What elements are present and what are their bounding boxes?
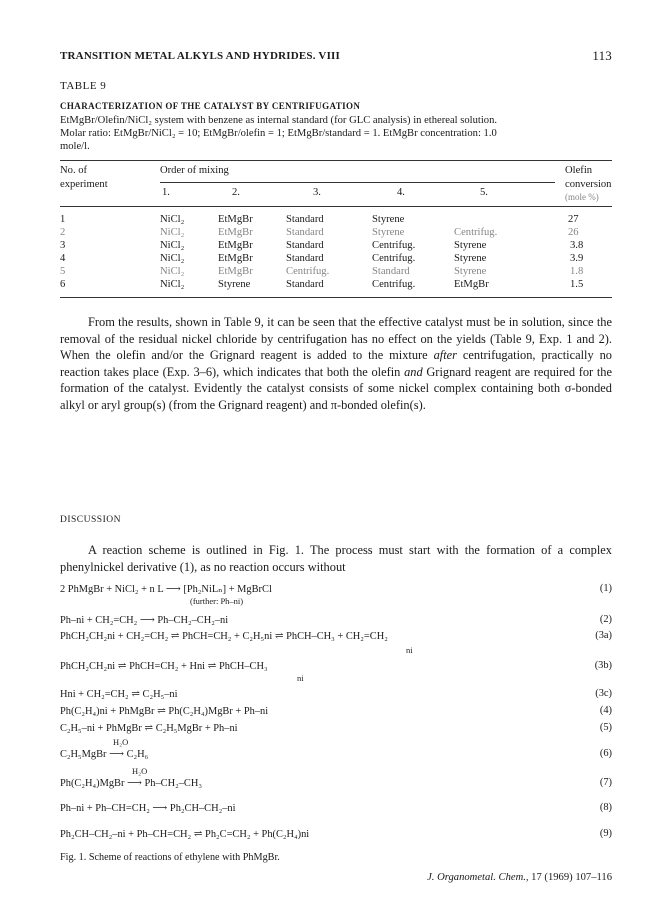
equation	[60, 705, 612, 719]
col-header-no: No. of	[60, 165, 88, 176]
equation	[60, 777, 612, 791]
paragraph-text: A reaction scheme is outlined in Fig. 1. The process must start with the formation of a complex phenylnickel derivative (1), as no reaction occurs without	[60, 543, 612, 574]
equation-text: C₂H₅MgBr ⟶ C₂H₆	[60, 749, 149, 760]
col-header-unit: (mole %)	[565, 192, 599, 202]
cell-step2: Styrene	[218, 279, 251, 290]
running-title: TRANSITION METAL ALKYLS AND HYDRIDES. VIII	[60, 50, 341, 62]
cell-conversion: 3.9	[570, 253, 584, 264]
cell-step5: Styrene	[454, 266, 487, 277]
cell-conversion: 26	[568, 227, 579, 238]
table-caption: CHARACTERIZATION OF THE CATALYST BY CENTRIFUGATION	[60, 101, 361, 111]
equation-number: (8)	[599, 802, 612, 813]
equation-number: (3b)	[594, 660, 612, 671]
cell-step3: Standard	[286, 240, 324, 251]
col-header-conversion: conversion	[565, 179, 612, 190]
table-row	[60, 266, 620, 278]
cell-step1: NiCl₂	[160, 279, 185, 290]
equation	[60, 828, 612, 842]
cell-no: 1	[60, 214, 66, 225]
page-number: 113	[592, 48, 612, 63]
cell-step4: Styrene	[372, 227, 405, 238]
equation-text: 2 PhMgBr + NiCl₂ + n L ⟶ [Ph₂NiLₙ] + MgBrCl	[60, 584, 272, 595]
table-description-line: Molar ratio: EtMgBr/NiCl₂ = 10; EtMgBr/olefin = 1; EtMgBr/standard = 1. EtMgBr concentration: 1.0	[60, 127, 497, 139]
cell-step5: Styrene	[454, 253, 487, 264]
emphasis-after: after	[433, 348, 457, 362]
equation	[60, 722, 612, 736]
table-order-rule	[160, 182, 555, 183]
equation-text: Ph–ni + Ph–CH=CH₂ ⟶ Ph₂CH–CH₂–ni	[60, 803, 236, 814]
cell-no: 3	[60, 240, 66, 251]
section-heading-discussion: DISCUSSION	[60, 515, 121, 525]
cell-conversion: 1.8	[570, 266, 584, 277]
discussion-paragraph	[60, 542, 612, 575]
cell-step3: Centrifug.	[286, 266, 330, 277]
order-col-5: 5.	[480, 187, 488, 198]
cell-step1: NiCl₂	[160, 214, 185, 225]
equation-note: H₂O	[132, 766, 148, 776]
cell-no: 2	[60, 227, 66, 238]
cell-step4: Centrifug.	[372, 253, 416, 264]
table-top-rule	[60, 160, 612, 161]
cell-conversion: 3.8	[570, 240, 584, 251]
citation-details: 17 (1969) 107–116	[528, 872, 612, 883]
equation-number: (6)	[599, 748, 612, 759]
journal-citation	[427, 872, 612, 883]
table-description-line: EtMgBr/Olefin/NiCl₂ system with benzene as internal standard (for GLC analysis) in ethereal solution.	[60, 115, 498, 126]
cell-step3: Standard	[286, 253, 324, 264]
cell-no: 5	[60, 266, 66, 277]
equation	[60, 660, 612, 674]
equation-number: (9)	[599, 828, 612, 839]
order-col-1: 1.	[162, 187, 170, 198]
equation-number: (3c)	[595, 688, 612, 699]
cell-conversion: 1.5	[570, 279, 584, 290]
figure-caption: Fig. 1. Scheme of reactions of ethylene with PhMgBr.	[60, 852, 280, 863]
cell-step5: Centrifug.	[454, 227, 498, 238]
cell-step2: EtMgBr	[218, 240, 253, 251]
equation	[60, 748, 612, 762]
cell-step2: EtMgBr	[218, 266, 253, 277]
cell-step1: NiCl₂	[160, 240, 185, 251]
cell-step4: Styrene	[372, 214, 405, 225]
order-col-3: 3.	[313, 187, 321, 198]
results-paragraph	[60, 314, 612, 413]
table-header-rule	[60, 206, 612, 207]
col-header-order: Order of mixing	[160, 165, 229, 176]
equation-note: ni	[406, 645, 413, 655]
equation-number: (2)	[599, 614, 612, 625]
cell-step3: Standard	[286, 214, 324, 225]
order-col-2: 2.	[232, 187, 240, 198]
equation-number: (1)	[599, 583, 612, 594]
col-header-experiment: experiment	[60, 179, 108, 190]
equation-text: Hni + CH₂=CH₂ ⇌ C₂H₅–ni	[60, 689, 178, 700]
cell-step3: Standard	[286, 227, 324, 238]
cell-step2: EtMgBr	[218, 227, 253, 238]
paragraph-text: centrifugation, practically no reaction takes place (Exp. 3–6), which indicates that both the olefin	[60, 348, 612, 379]
cell-step4: Centrifug.	[372, 279, 416, 290]
equation-number: (5)	[599, 722, 612, 733]
cell-step1: NiCl₂	[160, 227, 185, 238]
equation-text: Ph–ni + CH₂=CH₂ ⟶ Ph–CH₂–CH₂–ni	[60, 615, 229, 626]
cell-step2: EtMgBr	[218, 214, 253, 225]
col-header-olefin: Olefin	[565, 165, 593, 176]
emphasis-and: and	[404, 364, 423, 379]
equation	[60, 614, 612, 628]
table-description	[60, 115, 620, 153]
equation-note: H₂O	[113, 737, 129, 747]
table-description-line: mole/l.	[60, 140, 90, 152]
table-row	[60, 214, 620, 226]
cell-step5: EtMgBr	[454, 279, 489, 290]
journal-name: J. Organometal. Chem.,	[427, 872, 529, 883]
equation-text: PhCH₂CH₂ni + CH₂=CH₂ ⇌ PhCH=CH₂ + C₂H₅ni ⇌ PhCH–CH₃ + CH₂=CH₂	[60, 631, 388, 642]
equation-text: PhCH₂CH₂ni ⇌ PhCH=CH₂ + Hni ⇌ PhCH–CH₃	[60, 661, 268, 672]
equation-text: Ph₂CH–CH₂–ni + Ph–CH=CH₂ ⇌ Ph₂C=CH₂ + Ph(C₂H₄)ni	[60, 829, 310, 840]
cell-step4: Standard	[372, 266, 410, 277]
equation-note: ni	[297, 673, 304, 683]
equation	[60, 630, 612, 644]
cell-no: 4	[60, 253, 66, 264]
paragraph-text: From the results, shown in Table 9, it can be seen that the effective catalyst must be in solution, since the removal of the residual nickel chloride by centrifugation has no effect on the yields (Table 9, Exp. 1 and 2). When the olefin and/or the Grignard reagent is added to the mixture	[60, 315, 612, 362]
equation-note: (further: Ph–ni)	[190, 596, 244, 606]
equation-number: (3a)	[595, 630, 612, 641]
table-row	[60, 227, 620, 239]
cell-no: 6	[60, 279, 66, 290]
cell-step4: Centrifug.	[372, 240, 416, 251]
cell-step1: NiCl₂	[160, 253, 185, 264]
equation	[60, 583, 612, 597]
running-header	[60, 50, 612, 62]
cell-conversion: 27	[568, 214, 579, 225]
equation-number: (4)	[599, 705, 612, 716]
equation-text: Ph(C₂H₄)MgBr ⟶ Ph–CH₂–CH₃	[60, 778, 202, 789]
cell-step2: EtMgBr	[218, 253, 253, 264]
table-bottom-rule	[60, 297, 612, 298]
cell-step1: NiCl₂	[160, 266, 185, 277]
cell-step5: Styrene	[454, 240, 487, 251]
table-row	[60, 253, 620, 265]
cell-step3: Standard	[286, 279, 324, 290]
equation-number: (7)	[599, 777, 612, 788]
table-label: TABLE 9	[60, 80, 107, 92]
table-row	[60, 279, 620, 291]
equation-text: C₂H₅–ni + PhMgBr ⇌ C₂H₅MgBr + Ph–ni	[60, 723, 238, 734]
equation-text: Ph(C₂H₄)ni + PhMgBr ⇌ Ph(C₂H₄)MgBr + Ph–ni	[60, 706, 269, 717]
equation	[60, 688, 612, 702]
order-col-4: 4.	[397, 187, 405, 198]
table-row	[60, 240, 620, 252]
equation	[60, 802, 612, 816]
paragraph-text: Grignard reagent are required for the formation of the catalyst. Evidently the catalyst consists of some nickel complex containing both σ-bonded alkyl or aryl group(s) (from the Grignard reagent) and π-bonded olefin(s).	[60, 364, 613, 412]
